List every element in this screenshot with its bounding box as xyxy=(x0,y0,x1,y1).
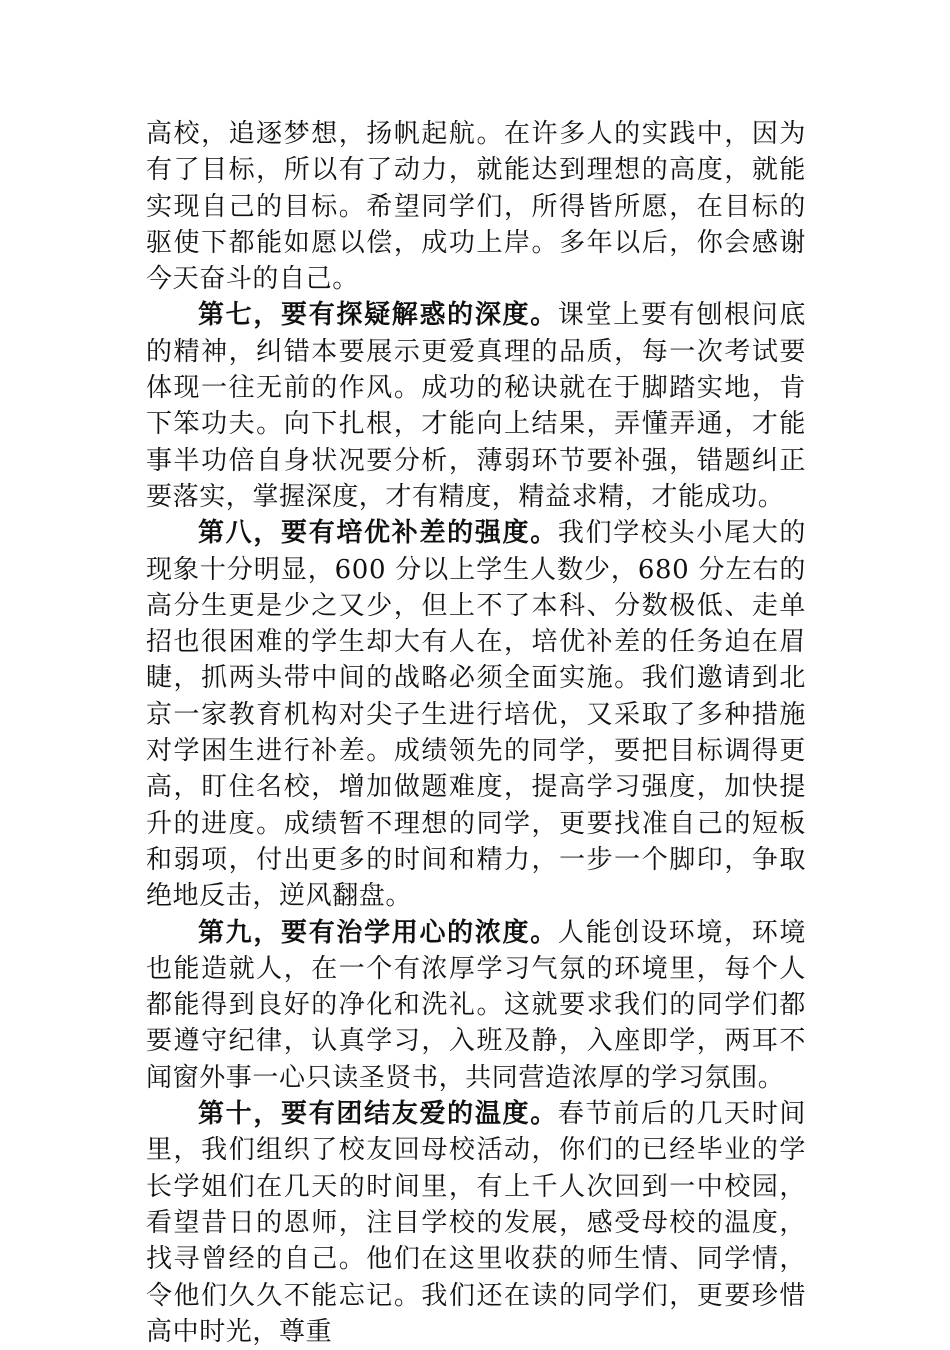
paragraph-heading: 第九，要有治学用心的浓度。 xyxy=(198,917,558,948)
paragraph-continuation xyxy=(146,116,806,297)
document-body xyxy=(146,116,806,1350)
paragraph-point-nine xyxy=(146,915,806,1096)
paragraph-point-ten xyxy=(146,1096,806,1350)
paragraph-text: 春节前后的几天时间里，我们组织了校友回母校活动，你们的已经毕业的学长学姐们在几天的时间里，有上千人次回到一中校园，看望昔日的恩师，注目学校的发展，感受母校的温度，找寻曾经的自己。他们在这里收获的师生情、同学情，令他们久久不能忘记。我们还在读的同学们，更要珍惜高中时光，尊重 xyxy=(146,1099,806,1347)
paragraph-text: 人能创设环境，环境也能造就人，在一个有浓厚学习气氛的环境里，每个人都能得到良好的净化和洗礼。这就要求我们的同学们都要遵守纪律，认真学习，入班及静，入座即学，两耳不闻窗外事一心只读圣贤书，共同营造浓厚的学习氛围。 xyxy=(146,917,806,1093)
paragraph-text: 我们学校头小尾大的现象十分明显，600 分以上学生人数少，680 分左右的高分生更是少之又少，但上不了本科、分数极低、走单招也很困难的学生却大有人在，培优补差的任务迫在眉睫，抓两头带中间的战略必须全面实施。我们邀请到北京一家教育机构对尖子生进行培优，又采取了多种措施对学困生进行补差。成绩领先的同学，要把目标调得更高，盯住名校，增加做题难度，提高学习强度，加快提升的进度。成绩暂不理想的同学，更要找准自己的短板和弱项，付出更多的时间和精力，一步一个脚印，争取绝地反击，逆风翻盘。 xyxy=(146,518,806,912)
paragraph-point-eight xyxy=(146,515,806,914)
paragraph-point-seven xyxy=(146,297,806,515)
paragraph-heading: 第七，要有探疑解惑的深度。 xyxy=(198,300,558,331)
paragraph-text: 高校，追逐梦想，扬帆起航。在许多人的实践中，因为有了目标，所以有了动力，就能达到理想的高度，就能实现自己的目标。希望同学们，所得皆所愿，在目标的驱使下都能如愿以偿，成功上岸。多年以后，你会感谢今天奋斗的自己。 xyxy=(146,119,806,295)
paragraph-text: 课堂上要有刨根问底的精神，纠错本要展示更爱真理的品质，每一次考试要体现一往无前的作风。成功的秘诀就在于脚踏实地，肯下笨功夫。向下扎根，才能向上结果，弄懂弄通，才能事半功倍自身状况要分析，薄弱环节要补强，错题纠正要落实，掌握深度，才有精度，精益求精，才能成功。 xyxy=(146,300,806,512)
paragraph-heading: 第十，要有团结友爱的温度。 xyxy=(198,1099,558,1130)
paragraph-heading: 第八，要有培优补差的强度。 xyxy=(198,518,558,549)
